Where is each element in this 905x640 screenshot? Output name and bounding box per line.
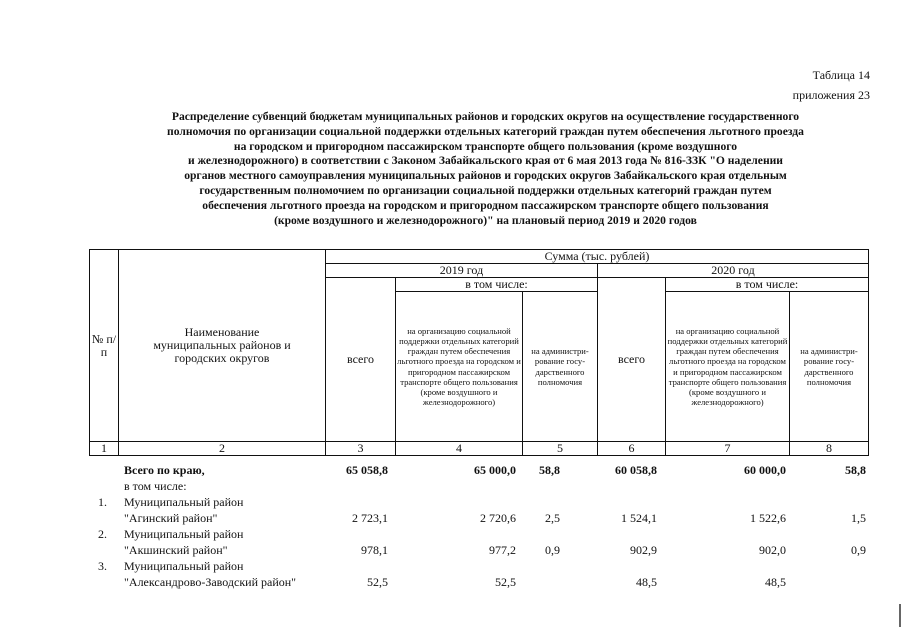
social-2019-value: 52,5 <box>495 575 516 589</box>
table-row <box>89 526 866 558</box>
total-2019-value: 52,5 <box>367 575 388 589</box>
column-number: 1 <box>90 442 119 456</box>
admin-2020-value: 1,5 <box>851 511 866 525</box>
title-line: государственным полномочием по организации социальной поддержки отдельных категорий граждан путем <box>199 183 772 197</box>
social-2019-value: 2 720,6 <box>480 511 516 525</box>
row-type: Муниципальный район <box>124 527 244 541</box>
column-number: 6 <box>598 442 666 456</box>
total-2019-header: всего <box>326 278 396 442</box>
table-row <box>89 494 866 526</box>
including-2019-header: в том числе: <box>396 278 598 292</box>
total-row <box>89 462 866 494</box>
social-support-2020-header: на организацию социальной поддержки отдельных категорий граждан путем обеспечения льготного проезда на городском и пригородном пассажирском транспорте общего пользования (кроме воздушного и железнодорожного) <box>666 292 790 442</box>
title-line: на городском и пригородном пассажирском транспорте общего пользования (кроме воздушного <box>233 139 738 153</box>
admin-2019-value: 0,9 <box>545 543 560 557</box>
total-2020-value: 1 524,1 <box>621 511 657 525</box>
appendix-label: приложения 23 <box>792 88 870 102</box>
total-2020-value: 48,5 <box>636 575 657 589</box>
social-2020-value: 60 000,0 <box>744 463 786 477</box>
row-name: "Александрово-Заводский район" <box>124 575 297 589</box>
admin-2020-value: 58,8 <box>845 463 866 477</box>
administration-2019-header: на администри-рование госу-дарственного полномочия <box>523 292 598 442</box>
total-2020-value: 902,9 <box>630 543 657 557</box>
title-line: Распределение субвенций бюджетам муниципальных районов и городских округов на осуществление государственного <box>171 110 800 123</box>
document-title <box>88 110 883 228</box>
column-number: 3 <box>326 442 396 456</box>
table-row <box>89 558 866 590</box>
title-line: (кроме воздушного и железнодорожного)" на плановый период 2019 и 2020 годов <box>274 213 697 227</box>
row-type: Муниципальный район <box>124 495 244 509</box>
admin-2020-value: 0,9 <box>851 543 866 557</box>
table-body <box>89 462 866 590</box>
social-2020-value: 1 522,6 <box>750 511 786 525</box>
admin-2019-value: 2,5 <box>545 511 560 525</box>
row-name: "Агинский район" <box>124 511 218 525</box>
title-line: обеспечения льготного проезда на городском и пригородном пассажирском транспорте общего пользования <box>202 198 769 212</box>
col-number-header: № п/п <box>90 250 119 442</box>
column-number: 2 <box>119 442 326 456</box>
title-line: полномочия по организации социальной поддержки отдельных категорий граждан путем обеспечения льготного проезда <box>167 124 804 138</box>
total-label: Всего по краю, <box>124 463 205 477</box>
column-number: 8 <box>790 442 869 456</box>
sum-header: Сумма (тыс. рублей) <box>326 250 869 264</box>
scan-edge-mark <box>899 604 901 627</box>
social-2019-value: 977,2 <box>489 543 516 557</box>
column-number: 4 <box>396 442 523 456</box>
col-name-header: Наименование муниципальных районов и городских округов <box>119 250 326 442</box>
total-2019-value: 65 058,8 <box>346 463 388 477</box>
row-type: Муниципальный район <box>124 559 244 573</box>
subsidy-table-header <box>89 249 869 456</box>
row-number: 3. <box>98 559 107 573</box>
total-2019-value: 978,1 <box>361 543 388 557</box>
social-2019-value: 65 000,0 <box>474 463 516 477</box>
social-2020-value: 902,0 <box>759 543 786 557</box>
row-number: 1. <box>98 495 107 509</box>
column-number: 5 <box>523 442 598 456</box>
social-support-2019-header: на организацию социальной поддержки отдельных категорий граждан путем обеспечения льготного проезда на городском и пригородном пассажирском транспорте общего пользования (кроме воздушного и железнодорожного) <box>396 292 523 442</box>
year-2019-header: 2019 год <box>326 264 598 278</box>
administration-2020-header: на администри-рование госу-дарственного полномочия <box>790 292 869 442</box>
admin-2019-value: 58,8 <box>539 463 560 477</box>
row-number: 2. <box>98 527 107 541</box>
total-2020-value: 60 058,8 <box>615 463 657 477</box>
total-2019-value: 2 723,1 <box>352 511 388 525</box>
table-number-label: Таблица 14 <box>812 68 870 82</box>
total-2020-header: всего <box>598 278 666 442</box>
year-2020-header: 2020 год <box>598 264 869 278</box>
row-name: "Акшинский район" <box>124 543 228 557</box>
social-2020-value: 48,5 <box>765 575 786 589</box>
total-sub-label: в том числе: <box>124 479 187 493</box>
title-line: органов местного самоуправления муниципальных районов и городских округов Забайкальского края отдельным <box>184 169 787 183</box>
title-line: и железнодорожного) в соответствии с Законом Забайкальского края от 6 мая 2013 года № 816-ЗЗК "О наделении <box>188 154 783 168</box>
column-number: 7 <box>666 442 790 456</box>
including-2020-header: в том числе: <box>666 278 869 292</box>
